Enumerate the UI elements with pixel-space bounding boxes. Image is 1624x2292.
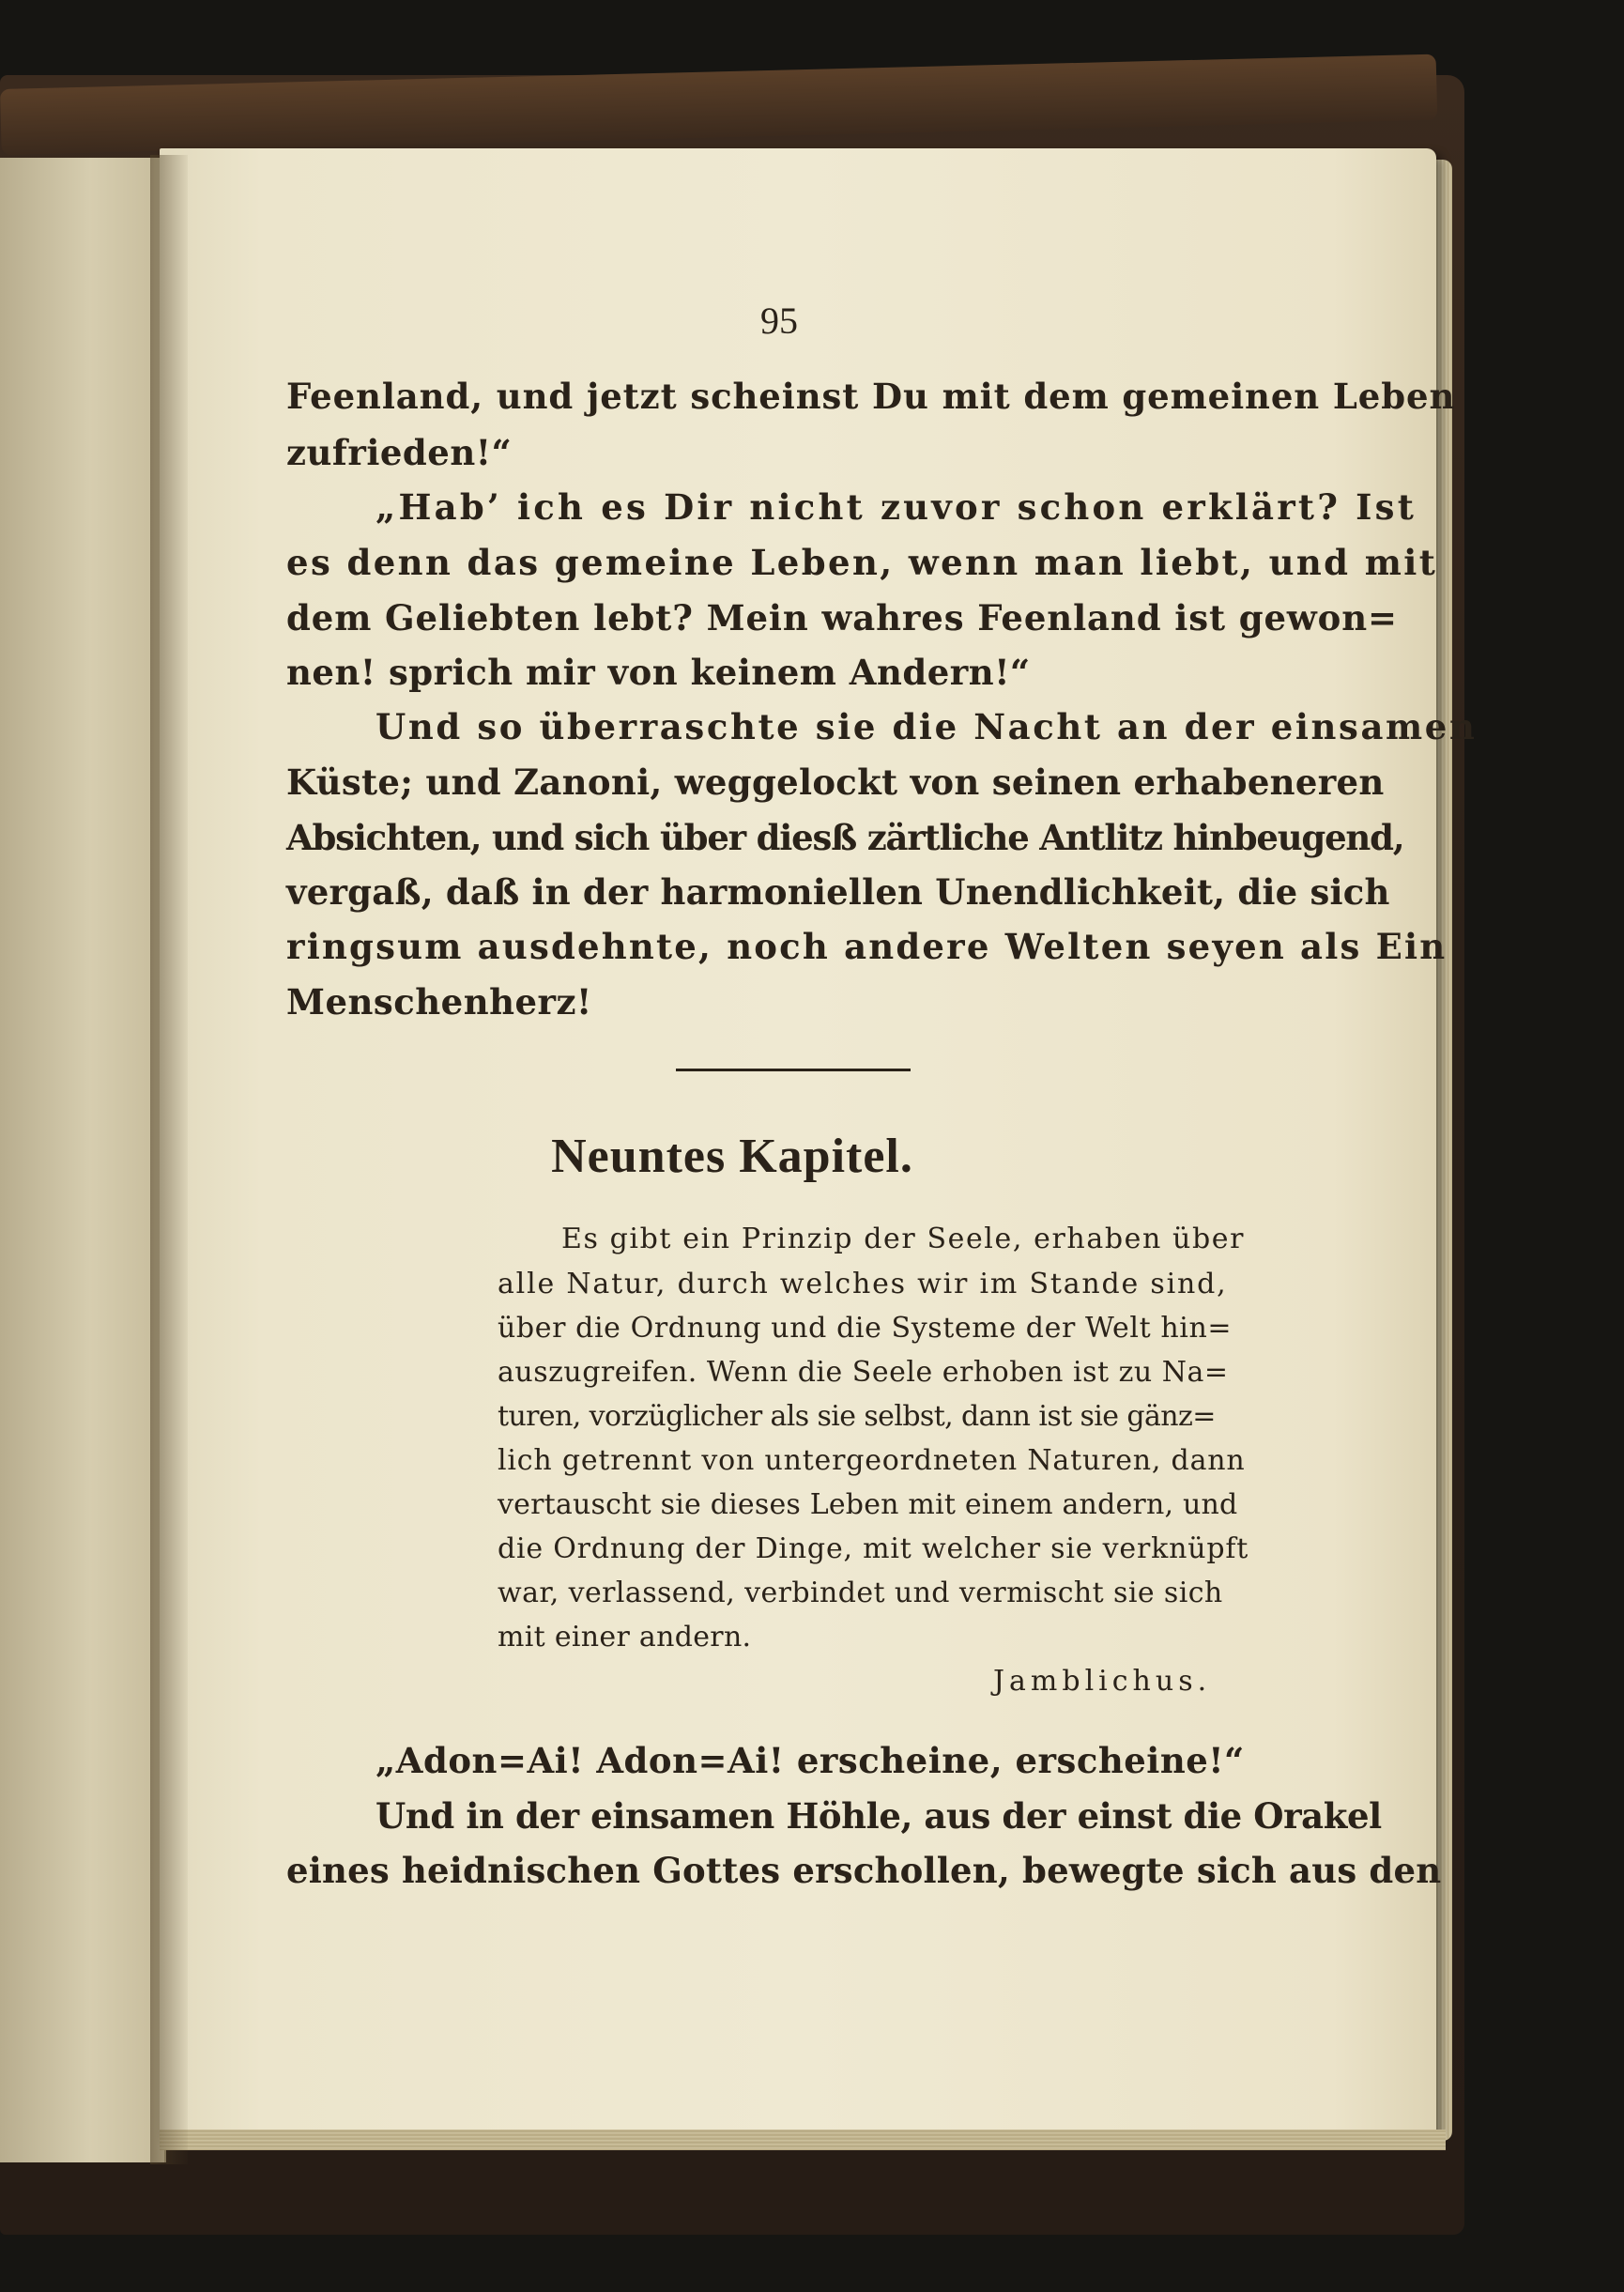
body-line: Küste; und Zanoni, weggelockt von seinen erhabeneren — [286, 761, 1385, 803]
page-block-bottom-edge — [160, 2130, 1446, 2150]
motto-line: die Ordnung der Dinge, mit welcher sie verknüpft — [498, 1532, 1249, 1565]
body-line: Und so überraschte sie die Nacht an der einsamen — [375, 706, 1478, 747]
body-line: Absichten, und sich über diesß zärtliche Antlitz hinbeugend, — [286, 817, 1404, 858]
section-divider — [676, 1069, 911, 1071]
body-line: eines heidnischen Gottes erschollen, bewegte sich aus den — [286, 1850, 1442, 1891]
motto-line: war, verlassend, verbindet und vermischt sie sich — [498, 1577, 1223, 1609]
page-number: 95 — [760, 300, 798, 342]
motto-line: vertauscht sie dieses Leben mit einem andern, und — [498, 1488, 1238, 1521]
motto-attribution: Jamblichus. — [993, 1665, 1212, 1698]
motto-line: auszugreifen. Wenn die Seele erhoben ist zu Na= — [498, 1356, 1229, 1389]
motto-line: alle Natur, durch welches wir im Stande sind, — [498, 1268, 1228, 1300]
body-line: Menschenherz! — [286, 981, 592, 1023]
motto-line: über die Ordnung und die Systeme der Welt hin= — [498, 1312, 1233, 1345]
body-line: ringsum ausdehnte, noch andere Welten seyen als Ein — [286, 926, 1448, 967]
body-line: Und in der einsamen Höhle, aus der einst die Orakel — [375, 1795, 1382, 1837]
motto-line: mit einer andern. — [498, 1621, 752, 1654]
motto-line: turen, vorzüglicher als sie selbst, dann ist sie gänz= — [498, 1400, 1216, 1433]
body-line: es denn das gemeine Leben, wenn man liebt, und mit — [286, 542, 1438, 583]
motto-line: lich getrennt von untergeordneten Naturen, dann — [498, 1444, 1246, 1477]
body-line: dem Geliebten lebt? Mein wahres Feenland ist gewon= — [286, 597, 1398, 638]
chapter-title: Neuntes Kapitel. — [551, 1130, 913, 1183]
body-line: „Hab’ ich es Dir nicht zuvor schon erklärt? Ist — [375, 486, 1417, 528]
body-line: zufrieden!“ — [286, 432, 513, 473]
body-line: vergaß, daß in der harmoniellen Unendlichkeit, die sich — [286, 871, 1390, 913]
body-line: Feenland, und jetzt scheinst Du mit dem gemeinen Leben — [286, 376, 1456, 417]
body-line: nen! sprich mir von keinem Andern!“ — [286, 652, 1031, 693]
motto-line: Es gibt ein Prinzip der Seele, erhaben über — [561, 1223, 1246, 1255]
body-line: „Adon=Ai! Adon=Ai! erscheine, erscheine!“ — [375, 1740, 1245, 1781]
